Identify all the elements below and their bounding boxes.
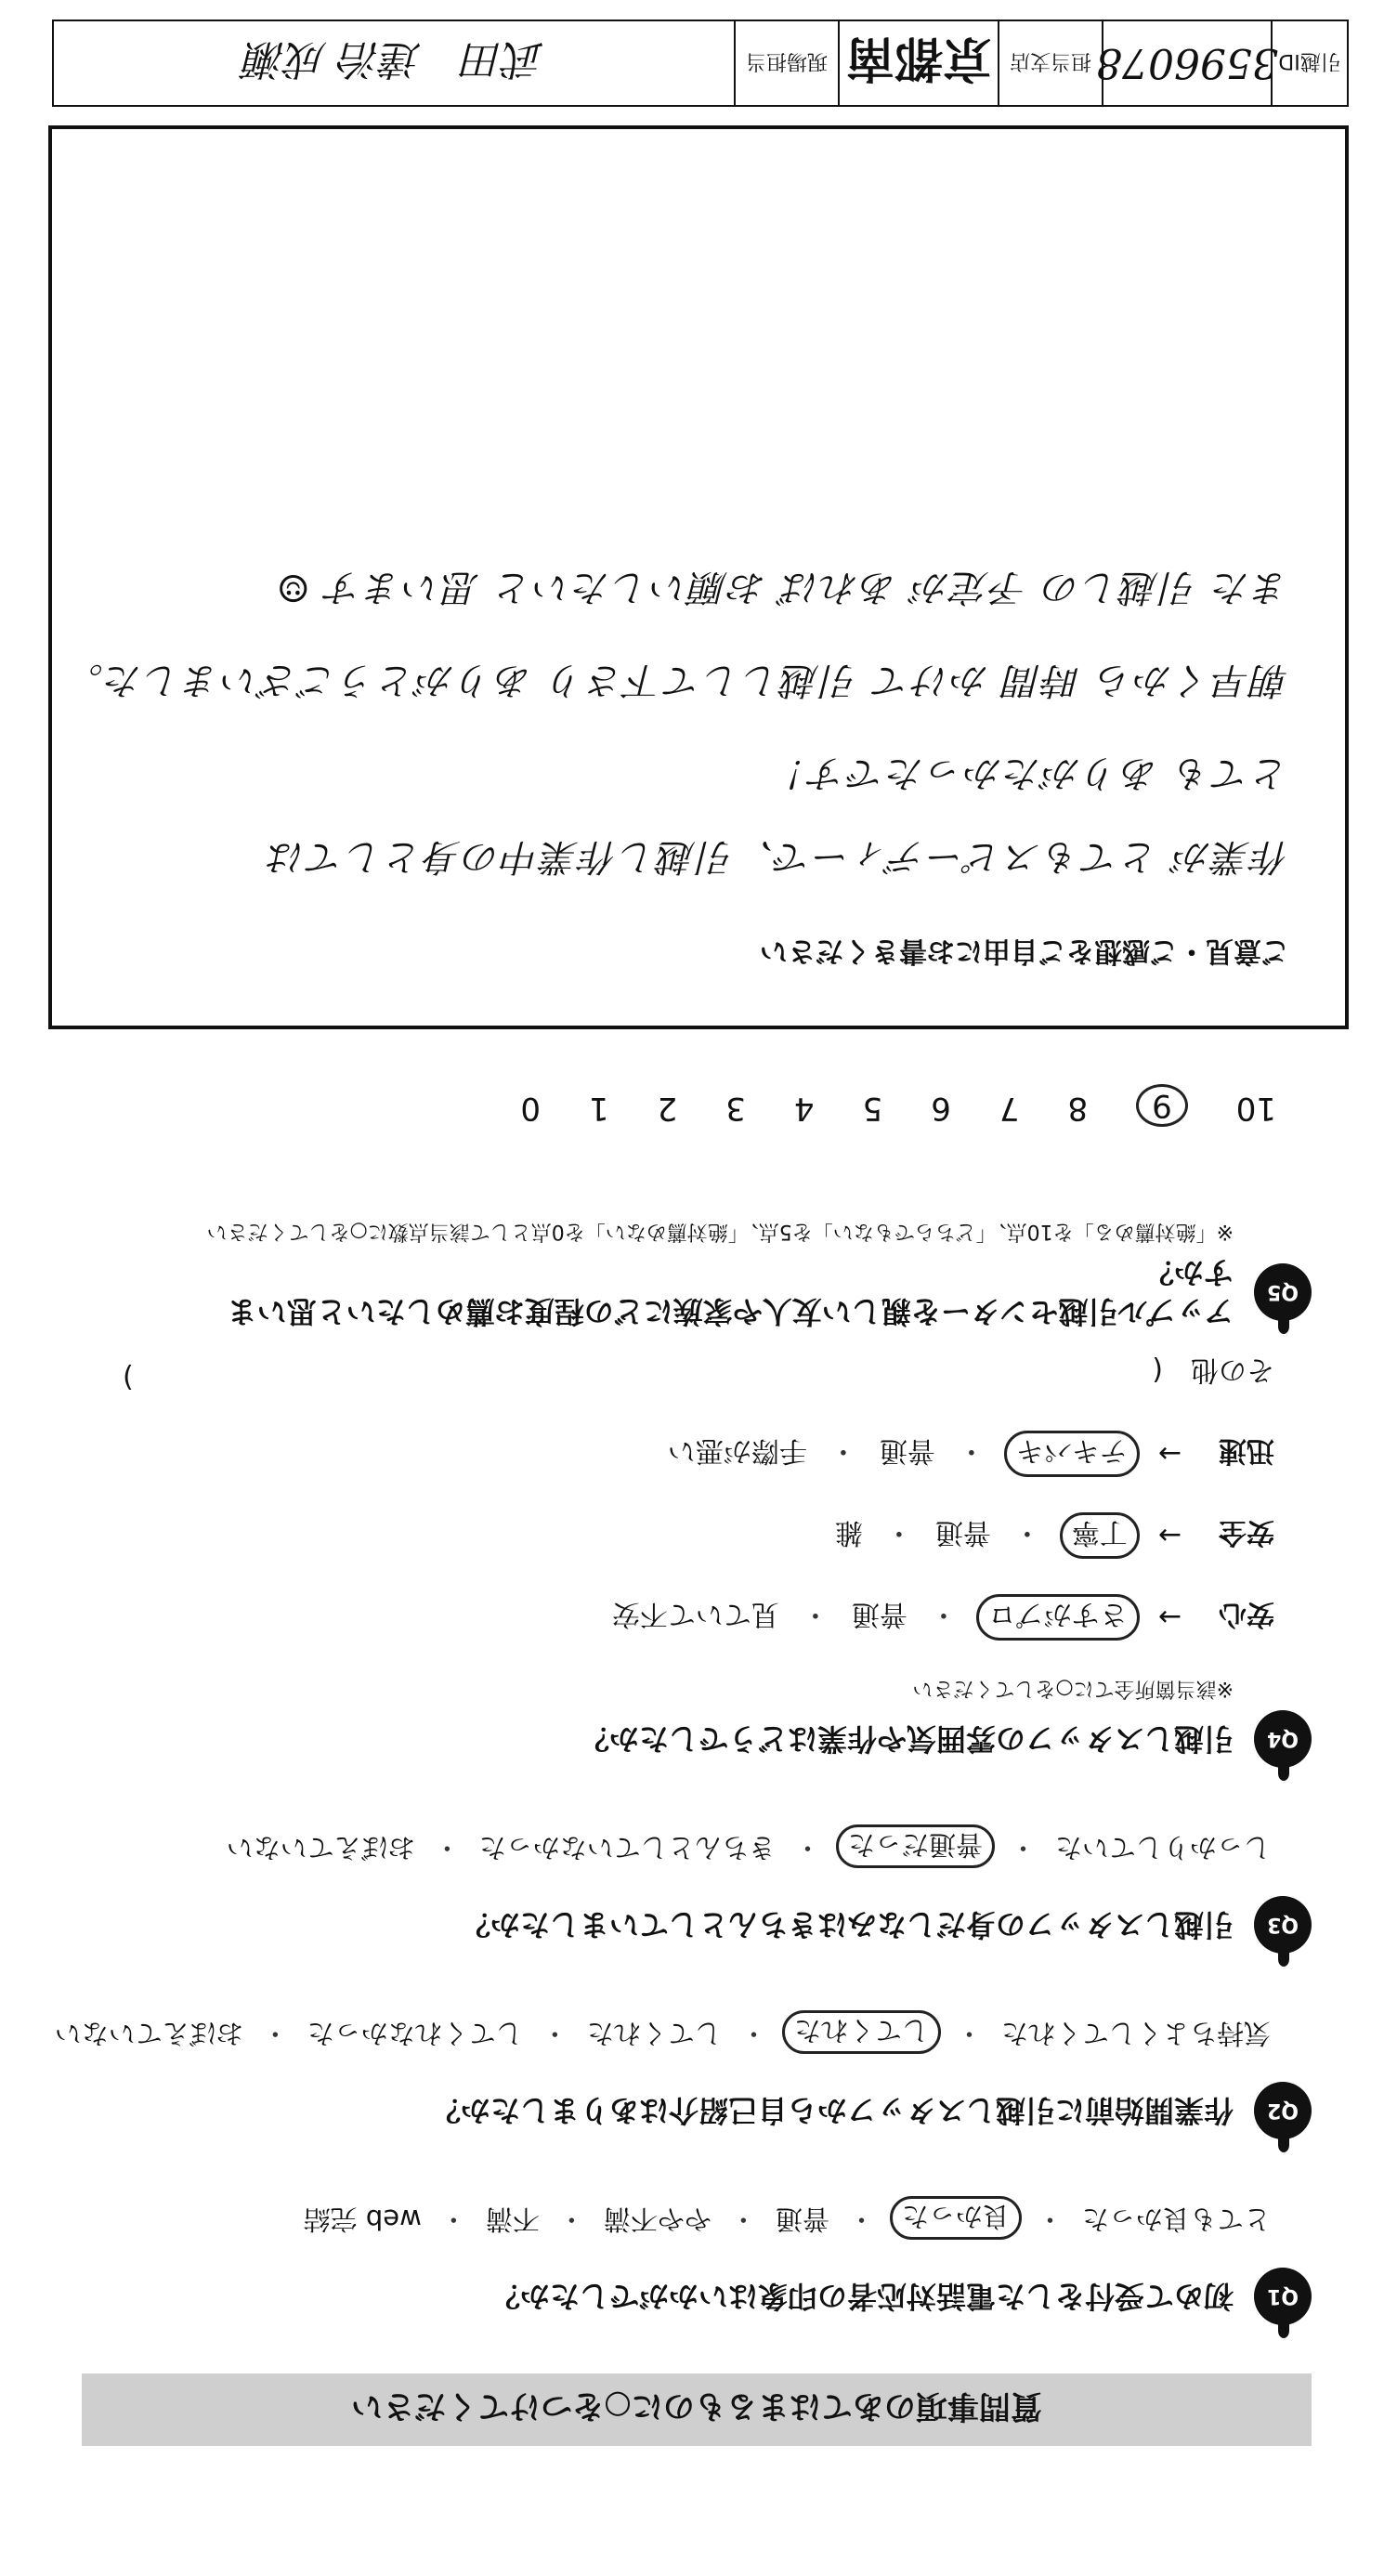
- header-bar: [52, 20, 1349, 107]
- score-9-selected[interactable]: 9: [1136, 1084, 1188, 1127]
- q4-row-anshin: 安心 → さすがプロ ・ 普通 ・ 見ていて不安: [85, 1594, 1274, 1641]
- q2-option-selected[interactable]: してくれた: [782, 2010, 941, 2054]
- score-6[interactable]: 6: [931, 1090, 951, 1127]
- branch-label: 担当支店: [998, 21, 1102, 105]
- question-4: [85, 1353, 1312, 1768]
- q4-option-selected[interactable]: さすがプロ: [976, 1594, 1140, 1641]
- q4-option[interactable]: 普通: [851, 1598, 907, 1630]
- score-2[interactable]: 2: [657, 1090, 678, 1127]
- crew-value: 武田 達治 成瀬: [245, 35, 544, 83]
- q3-option[interactable]: しっかりしていた: [1054, 1832, 1271, 1863]
- question-2: [54, 2010, 1312, 2139]
- question-1: [85, 2196, 1312, 2325]
- q1-option[interactable]: とても良かった: [1081, 2203, 1271, 2235]
- q3-option-selected[interactable]: 普通だった: [836, 1824, 995, 1868]
- q4-other: その他 ( ): [123, 1353, 1274, 1393]
- score-7[interactable]: 7: [999, 1090, 1020, 1127]
- comment-line: 作業が とてもスピーディーで、引越し作業中の身としては: [266, 835, 1289, 878]
- q1-option[interactable]: 不満: [485, 2203, 540, 2235]
- q5-badge: Q5: [1254, 1263, 1312, 1321]
- question-3: [85, 1824, 1312, 1954]
- branch-value: 京都南: [838, 21, 998, 105]
- q2-options: 気持ちよくしてくれた ・ してくれた ・ してくれた ・ してくれなかった ・ おぼえていない: [85, 2010, 1274, 2054]
- row-label: 安心: [1219, 1598, 1274, 1630]
- q1-text: 初めて受付をした電話対応者の印象はいかがでしたか？: [490, 2279, 1234, 2314]
- score-10[interactable]: 10: [1235, 1090, 1276, 1127]
- q2-option[interactable]: おぼえていない: [54, 2018, 243, 2049]
- q5-scale: [520, 1084, 1276, 1127]
- instruction-banner: 質問事項のあてはまるものに○をつけてください: [82, 2373, 1312, 2446]
- q4-option[interactable]: 手際が悪い: [667, 1434, 807, 1467]
- q4-option[interactable]: 普通: [934, 1516, 991, 1549]
- score-8[interactable]: 8: [1067, 1090, 1089, 1127]
- q1-option[interactable]: web 完結: [303, 2203, 422, 2235]
- q4-row-anzen: 安全 → 丁寧 ・ 普通 ・ 雑: [85, 1512, 1274, 1559]
- q4-badge: Q4: [1254, 1710, 1312, 1768]
- arrow-icon: →: [1157, 1519, 1182, 1552]
- score-1[interactable]: 1: [588, 1090, 609, 1127]
- q4-row-jinsoku: 迅速 → テキパキ ・ 普通 ・ 手際が悪い: [85, 1431, 1274, 1477]
- q4-option-selected[interactable]: テキパキ: [1004, 1431, 1140, 1477]
- score-3[interactable]: 3: [725, 1090, 746, 1127]
- q3-badge: Q3: [1254, 1896, 1312, 1954]
- q2-option[interactable]: してくれなかった: [307, 2018, 523, 2049]
- q4-note: ※該当箇所全てに○をしてください: [912, 1677, 1234, 1700]
- q4-option[interactable]: 普通: [879, 1434, 935, 1467]
- comment-line: また 引越しの 予定が あれば お願いしたいと 思います ☺: [274, 566, 1289, 608]
- arrow-icon: →: [1157, 1437, 1182, 1471]
- comment-line: 朝早くから 時間 かけて 引越しして下さり ありがとうございました。: [64, 659, 1289, 701]
- comment-box[interactable]: [48, 125, 1349, 1029]
- q3-text: 引越しスタッフの身だしなみはきちんとしていましたか？: [460, 1907, 1234, 1942]
- q1-badge: Q1: [1254, 2268, 1312, 2325]
- q4-option[interactable]: 見ていて不安: [611, 1598, 779, 1630]
- comment-heading: ご意見・ご感想をご自由にお書きください: [760, 935, 1289, 967]
- score-0[interactable]: 0: [520, 1090, 541, 1127]
- q2-badge: Q2: [1254, 2082, 1312, 2139]
- q2-option[interactable]: してくれた: [586, 2018, 722, 2049]
- question-5: [85, 1219, 1312, 1331]
- q1-option-selected[interactable]: 良かった: [890, 2196, 1022, 2240]
- q1-option[interactable]: やや不満: [603, 2203, 712, 2235]
- score-5[interactable]: 5: [862, 1090, 883, 1127]
- q3-option[interactable]: おぼえていない: [226, 1832, 415, 1863]
- id-value: 3596078: [1102, 21, 1271, 105]
- q1-options: とても良かった ・ 良かった ・ 普通 ・ やや不満 ・ 不満 ・ web 完結: [85, 2196, 1274, 2240]
- q3-options: しっかりしていた ・ 普通だった ・ きちんとしていなかった ・ おぼえていない: [85, 1824, 1274, 1868]
- q4-text: 引越しスタッフの雰囲気や作業はどうでしたか？: [579, 1721, 1234, 1757]
- q5-note: ※「絶対薦める」を10点、「どちらでもない」を5点、「絶対薦めない」を0点として該当点数に○をしてください: [206, 1220, 1234, 1243]
- arrow-icon: →: [1157, 1601, 1182, 1634]
- q4-option-selected[interactable]: 丁寧: [1060, 1512, 1140, 1559]
- id-label: 引越ID: [1271, 21, 1347, 105]
- q3-option[interactable]: きちんとしていなかった: [478, 1832, 776, 1863]
- score-4[interactable]: 4: [793, 1090, 815, 1127]
- comment-line: とても ありがたかったです！: [768, 752, 1289, 794]
- q2-text: 作業開始前に引越しスタッフから自己紹介はありましたか？: [430, 2093, 1234, 2128]
- other-label: その他: [1191, 1353, 1274, 1386]
- crew-label: 現場担当: [734, 21, 838, 105]
- q2-option[interactable]: 気持ちよくしてくれた: [1000, 2018, 1271, 2049]
- row-label: 安全: [1219, 1516, 1274, 1549]
- row-label: 迅速: [1219, 1434, 1274, 1467]
- q1-option[interactable]: 普通: [775, 2203, 829, 2235]
- q5-text: アップル引越センターを親しい友人や家族にどの程度お薦めしたいと思いますか？: [227, 1255, 1234, 1329]
- q4-option[interactable]: 雑: [834, 1516, 863, 1549]
